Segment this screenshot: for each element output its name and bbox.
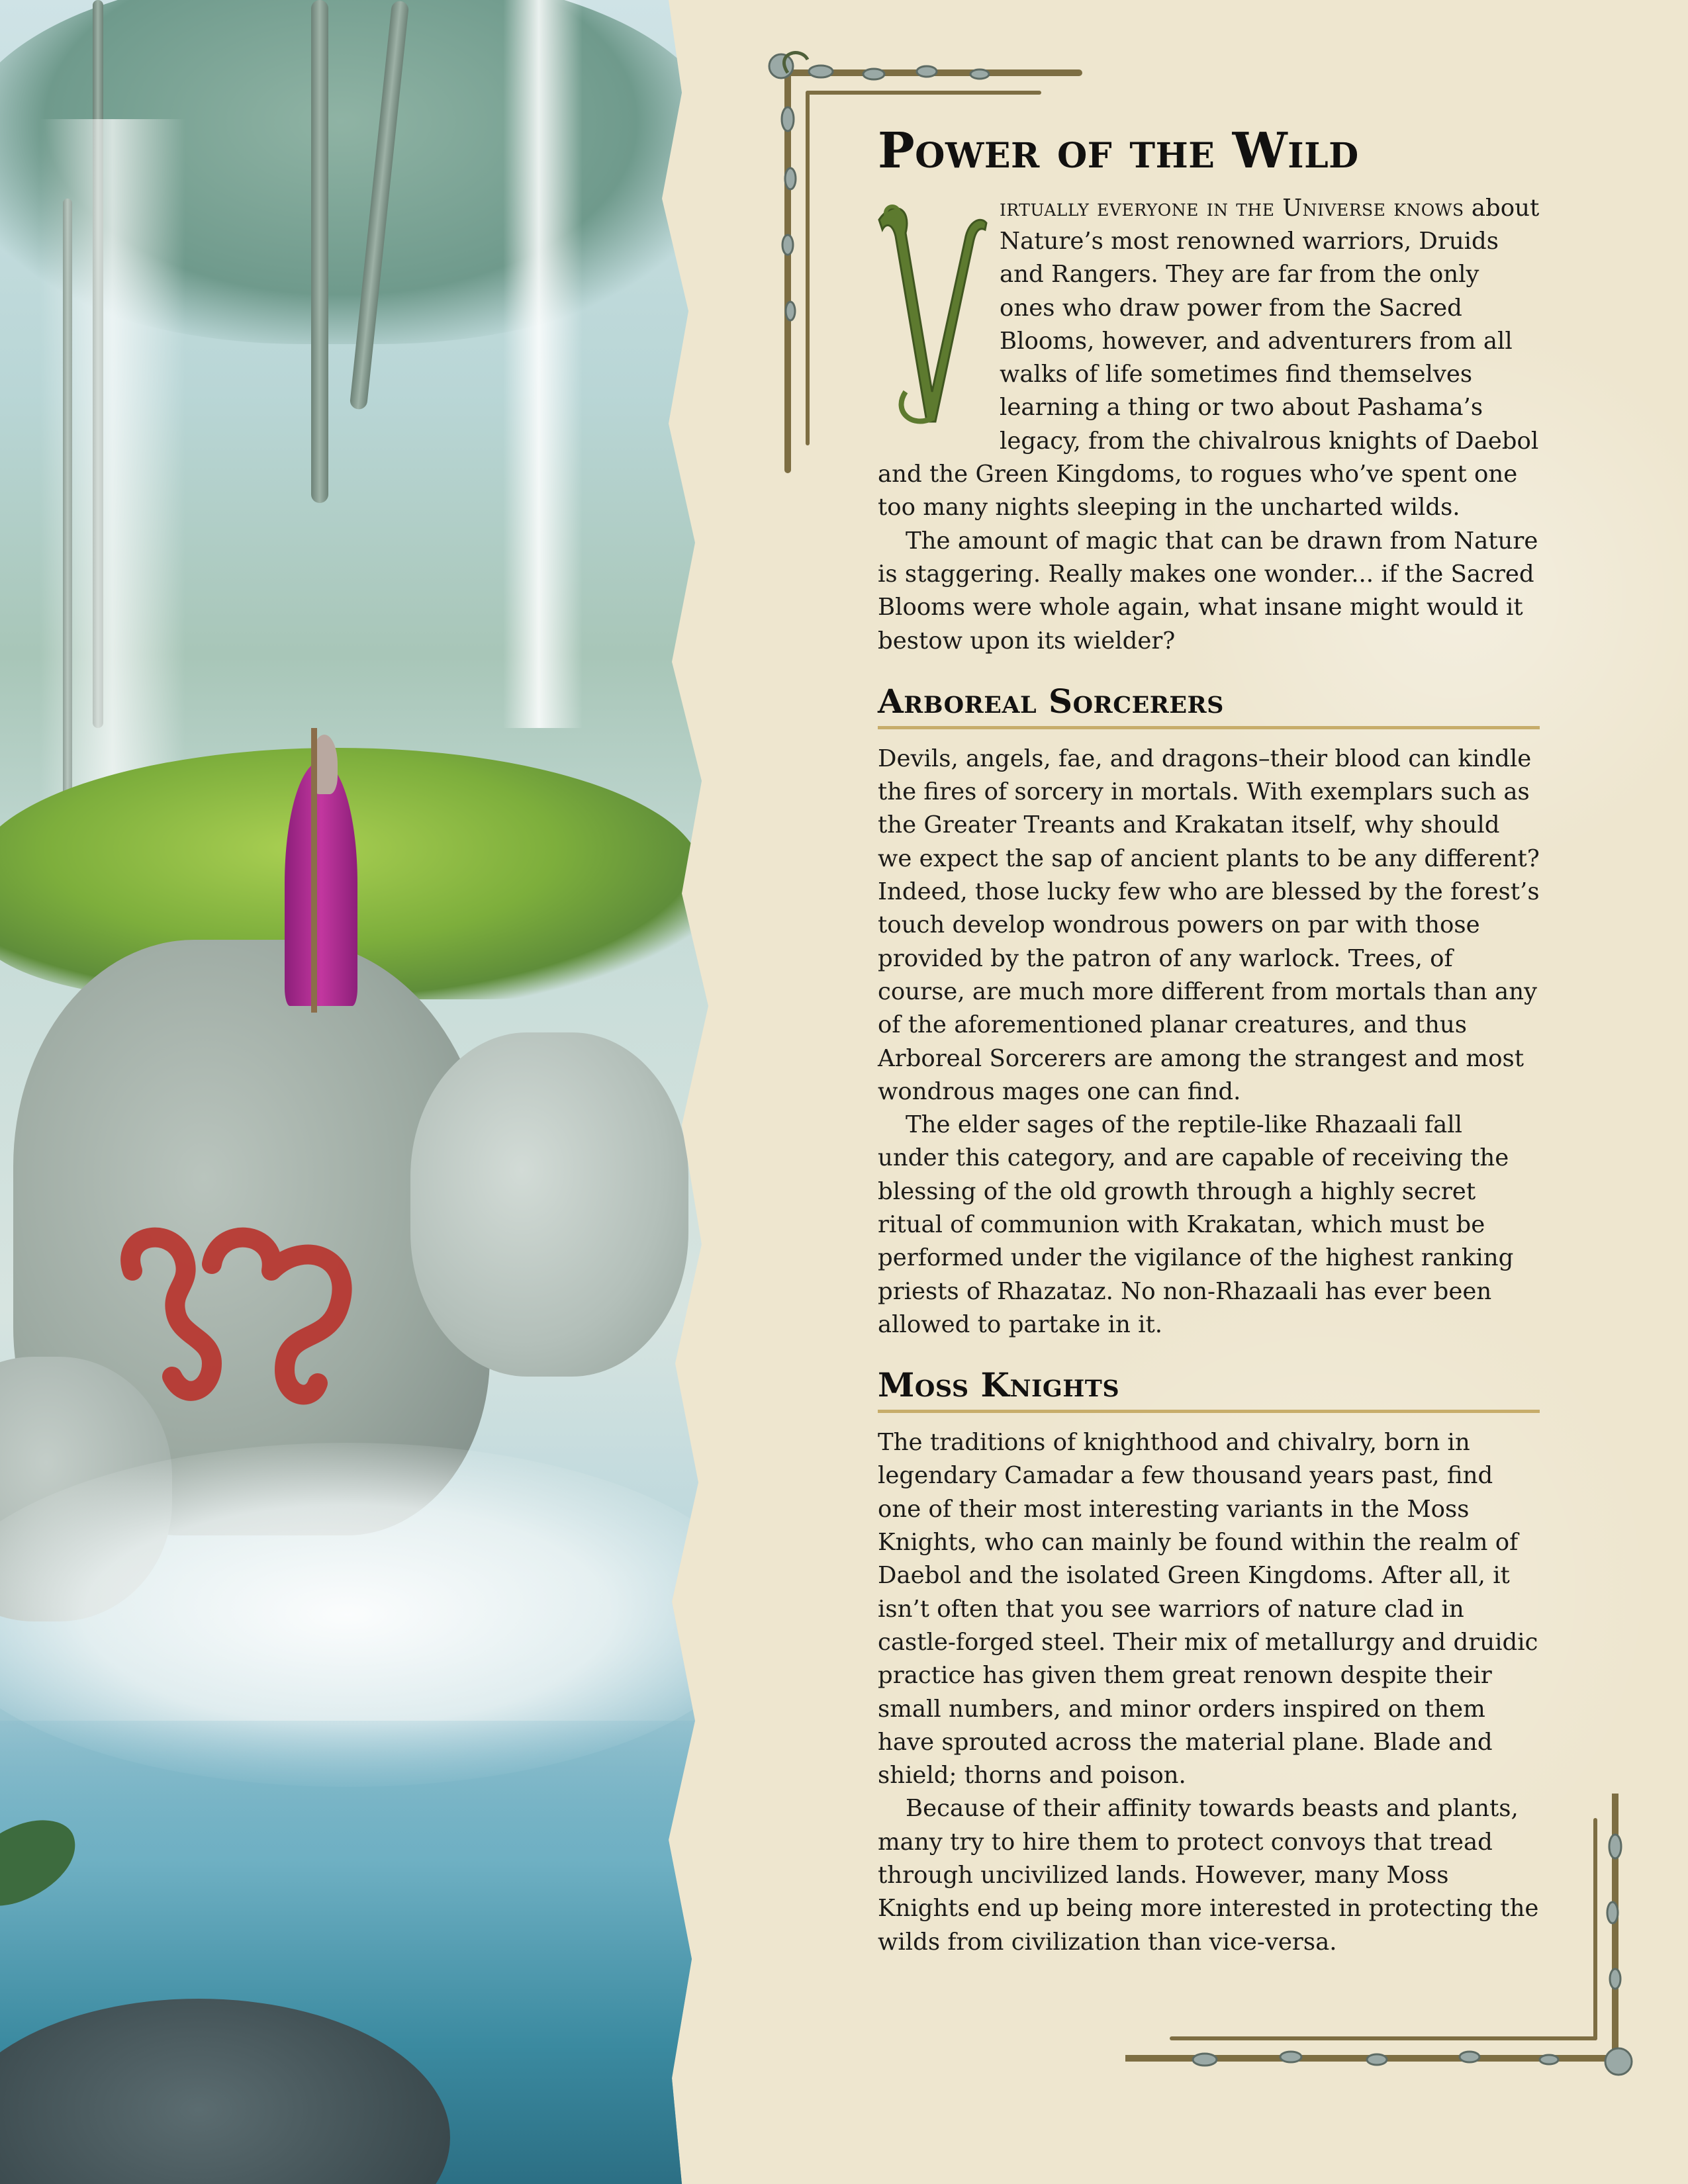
hanging-vine (311, 0, 328, 503)
section-paragraph: The elder sages of the reptile-like Rhazaali fall under this category, and are capable of receiving the blessing of the old growth through a highly secret ritual of communion with Krakatan, which must be performed under the vigilance of the highest ranking priests of Rhazataz. No non-Rhazaali has ever been allowed to partake in it. (878, 1111, 1514, 1338)
section-paragraph: The traditions of knighthood and chivalry, born in legendary Camadar a few thousand years past, find one of their most interesting variants in the Moss Knights, who can mainly be found within the realm of Daebol and the isolated Green Kingdoms. After all, it isn’t often that you see warriors of nature clad in castle-forged steel. Their mix of metallurgy and druidic practice has given them great renown despite their small numbers, and minor orders inspired on them have sprouted across the material plane. Blade and shield; thorns and poison. (878, 1429, 1538, 1790)
text-column (866, 122, 1540, 1959)
druid-staff (311, 728, 317, 1013)
section-paragraph: Devils, angels, fae, and dragons–their blood can kindle the fires of sorcery in mortals. With exemplars such as the Greater Treants and Krakatan itself, why should we expect the sap of ancient plants to be any different? Indeed, those lucky few who are blessed by the forest’s touch develop wondrous powers on par with those provided by the patron of any warlock. Trees, of course, are much more different from mortals than any of the aforementioned planar creatures, and thus Arboreal Sorcerers are among the strangest and most wondrous mages one can find. (878, 745, 1540, 1105)
intro-section (866, 192, 1540, 658)
boulder (410, 1032, 688, 1377)
section-heading: Arboreal Sorcerers (878, 681, 1224, 721)
robed-druid-figure (285, 761, 357, 1006)
section-heading: Moss Knights (878, 1365, 1120, 1405)
heading-rule (878, 726, 1540, 729)
section-paragraph: Because of their affinity towards beasts and plants, many try to hire them to protect convoys that tread through uncivilized lands. However, many Moss Knights end up being more interested in protecting the wilds from civilization than vice-versa. (878, 1795, 1539, 1956)
drop-cap-v (866, 193, 990, 432)
section-moss-knights (878, 1367, 1540, 1959)
red-rune-glyph (106, 1211, 371, 1423)
section-arboreal-sorcerers (878, 683, 1540, 1342)
svg-text:V: V (866, 193, 867, 194)
intro-paragraph-1-text: about Nature’s most renowned warriors, Druids and Rangers. They are far from the only ones who draw power from the Sacred Blooms, however, and adventurers from all walks of life sometimes find themselves learning a thing or two about Pashama’s legacy, from the chivalrous knights of Daebol and the Green Kingdoms, to rogues who’ve spent one too many nights sleeping in the uncharted wilds. (878, 194, 1540, 522)
intro-lead-small-caps: irtually everyone in the Universe knows (1000, 194, 1464, 222)
forest-waterfall-illustration (0, 0, 715, 2184)
intro-paragraph-2: The amount of magic that can be drawn from Nature is staggering. Really makes one wonder... if the Sacred Blooms were whole again, what insane might would it bestow upon its wielder? (878, 527, 1538, 655)
page-title: Power of the Wild (878, 122, 1359, 179)
heading-rule (878, 1410, 1540, 1413)
waterfall (503, 0, 583, 728)
